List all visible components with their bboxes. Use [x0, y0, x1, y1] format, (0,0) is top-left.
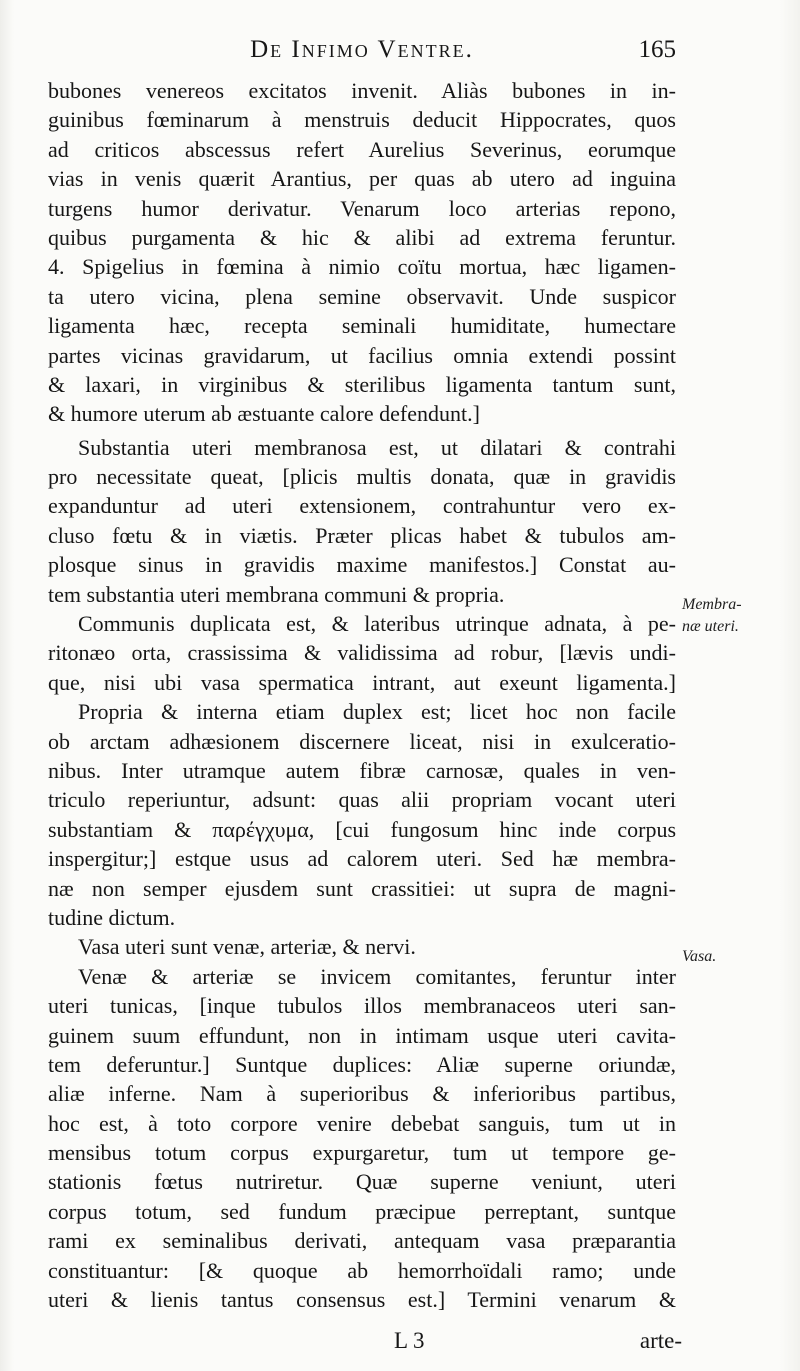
paragraph-start-line: Venæ & arteriæ se invicem comitantes, feruntur inter [78, 963, 676, 989]
text-line: pro necessitate queat, [plicis multis donata, quæ in gravidis [48, 464, 676, 490]
text-line: partes vicinas gravidarum, ut facilius omnia extendi possint [48, 342, 676, 368]
text-line: 4. Spigelius in fœmina à nimio coïtu mortua, hæc ligamen- [48, 254, 676, 280]
signature-mark: L 3 [394, 1328, 425, 1353]
running-title: De Infimo Ventre. [250, 36, 474, 63]
paragraph-start-line: Vasa uteri sunt venæ, arteriæ, & nervi. [78, 934, 416, 960]
text-line: plosque sinus in gravidis maxime manifestos.] Constat au- [48, 552, 676, 578]
text-line: bubones venereos excitatos invenit. Aliàs bubones in in- [48, 78, 676, 103]
text-line: triculo reperiuntur, adsunt: quas alii propriam vocant uteri [48, 787, 676, 813]
body-text [48, 76, 676, 1314]
margin-note-line: Vasa. [682, 948, 717, 965]
text-line: uteri tunicas, [inque tubulos illos membranaceos uteri san- [48, 993, 676, 1019]
running-head [48, 36, 676, 70]
text-line: corpus totum, sed fundum præcipue perreptant, suntque [48, 1198, 676, 1224]
text-line: substantiam & παρέγχυμα, [cui fungosum hinc inde corpus [48, 816, 676, 842]
text-line: & laxari, in virginibus & sterilibus ligamenta tantum sunt, [48, 371, 676, 397]
text-line: mensibus totum corpus expurgaretur, tum ut tempore ge- [48, 1140, 676, 1166]
margin-note-line: Membra- [682, 596, 742, 613]
text-line: tem deferuntur.] Suntque duplices: Aliæ superne oriundæ, [48, 1051, 676, 1077]
text-line: næ non semper ejusdem sunt crassitiei: ut supra de magni- [48, 875, 676, 901]
text-line: ob arctam adhæsionem discernere liceat, nisi in exulceratio- [48, 728, 676, 754]
text-line: expanduntur ad uteri extensionem, contrahuntur vero ex- [48, 493, 676, 519]
page-footer [48, 1328, 682, 1360]
text-line: turgens humor derivatur. Venarum loco arterias repono, [48, 195, 676, 221]
text-line: aliæ inferne. Nam à superioribus & inferioribus partibus, [48, 1081, 676, 1107]
margin-note-line: næ uteri. [682, 618, 739, 635]
catchword: arte- [639, 1328, 682, 1353]
text-line: ligamenta hæc, recepta seminali humiditate, humectare [48, 313, 676, 339]
text-line: constituantur: [& quoque ab hemorrhoïdali ramo; unde [48, 1257, 676, 1283]
text-line: nibus. Inter utramque autem fibræ carnosæ, quales in ven- [48, 757, 676, 783]
text-line: vias in venis quærit Arantius, per quas ab utero ad inguina [48, 166, 676, 192]
text-line: rami ex seminalibus derivati, antequam vasa præparantia [48, 1228, 676, 1254]
text-line: ritonæo orta, crassissima & validissima ad robur, [lævis undi- [48, 640, 676, 666]
margin-note-membranae [682, 594, 792, 638]
text-line: inspergitur;] estque usus ad calorem uteri. Sed hæ membra- [48, 846, 676, 872]
text-line: guinem suum effundunt, non in intimam usque uteri cavita- [48, 1022, 676, 1048]
text-line: quibus purgamenta & hic & alibi ad extrema feruntur. [48, 224, 676, 250]
text-line: ta utero vicina, plena semine observavit. Unde suspicor [48, 283, 676, 309]
margin-note-vasa [682, 946, 792, 968]
text-line: tudine dictum. [48, 904, 176, 930]
page-number: 165 [638, 36, 676, 63]
text-line: que, nisi ubi vasa spermatica intrant, aut exeunt ligamenta.] [48, 669, 676, 695]
text-line: tem substantia uteri membrana communi & propria. [48, 581, 505, 607]
paragraph-start-line: Substantia uteri membranosa est, ut dilatari & contrahi [78, 434, 676, 460]
paragraph-start-line: Propria & interna etiam duplex est; licet hoc non facile [78, 699, 676, 725]
paragraph-start-line: Communis duplicata est, & lateribus utrinque adnata, à pe- [78, 611, 676, 637]
text-line: hoc est, à toto corpore venire debebat sanguis, tum ut in [48, 1110, 676, 1136]
text-line: stationis fœtus nutriretur. Quæ superne veniunt, uteri [48, 1169, 676, 1195]
text-line: uteri & lienis tantus consensus est.] Termini venarum & [48, 1287, 676, 1313]
text-line: cluso fœtu & in viætis. Præter plicas habet & tubulos am- [48, 522, 676, 548]
text-line: ad criticos abscessus refert Aurelius Severinus, eorumque [48, 136, 676, 162]
text-line: guinibus fœminarum à menstruis deducit Hippocrates, quos [48, 107, 676, 133]
text-line: & humore uterum ab æstuante calore defendunt.] [48, 401, 480, 427]
